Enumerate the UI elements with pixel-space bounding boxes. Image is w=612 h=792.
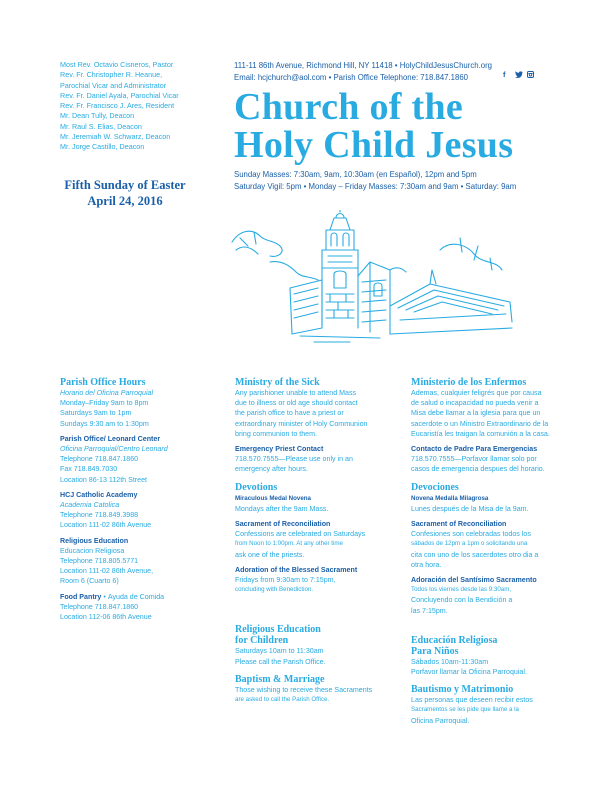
clergy-item: Mr. Jorge Castillo, Deacon [60, 142, 145, 152]
sick-ministry-text: Any parishioner unable to attend Mass [235, 389, 357, 397]
religious-ed-loc: Location 111-02 86th Avenue, [60, 567, 154, 576]
sick-ministry-text: extraordinary minister of Holy Communion [235, 419, 368, 428]
academy-loc: Location 111-02 86th Avenue [60, 521, 152, 530]
food-pantry-es: Ayuda de Comida [107, 592, 165, 601]
reconciliation-text: from Noon to 1:00pm. At any other time [235, 540, 343, 548]
church-illustration [230, 210, 520, 360]
english-ministries-column [235, 377, 395, 705]
religious-ed-room: Room 6 (Cuarto 6) [60, 577, 119, 586]
church-contact: Email: hcjchurch@aol.com • Parish Office Telephone: 718.847.1860 [234, 72, 469, 82]
leonard-center-es: Oficina Parroquial/Centro Leonard [60, 445, 168, 454]
adoration-text: concluding with Benediction. [235, 586, 314, 594]
office-info-column [60, 377, 215, 622]
academy-title: HCJ Catholic Academy [60, 490, 138, 499]
reconciliation-text: Confessions are celebrated on Saturdays [235, 530, 366, 539]
adoration-title-es: Adoración del Santísimo Sacramento [411, 576, 537, 585]
devotions-heading: Devotions [235, 481, 278, 493]
religious-ed-heading-line: Educación Religiosa [411, 634, 498, 646]
office-hours-heading: Parish Office Hours [60, 377, 146, 388]
clergy-item: Rev. Fr. Christopher R. Heanue, [60, 70, 163, 80]
facebook-icon[interactable]: f [503, 70, 506, 79]
clergy-item: Mr. Jeremiah W. Schwarz, Deacon [60, 132, 171, 142]
sunday-masses: Sunday Masses: 7:30am, 9am, 10:30am (en Español), 12pm and 5pm [234, 170, 477, 179]
leonard-center-loc: Location 86-13 112th Street [60, 475, 148, 484]
religious-ed-text: Please call the Parish Office. [235, 657, 326, 666]
medal-novena-title: Miraculous Medal Novena [235, 494, 311, 502]
religious-ed-text-es: Porfavor llamar la Oficina Parroquial. [411, 668, 527, 677]
religious-ed-text-es: Sábados 10am-11:30am [411, 657, 489, 666]
emergency-title: Emergency Priest Contact [235, 445, 324, 454]
mass-schedule [234, 169, 604, 192]
bullet-separator: • [103, 592, 106, 601]
reconciliation-text-es: otra hora. [411, 560, 442, 569]
sick-ministry-text: due to illness or old age should contact [235, 399, 358, 408]
reconciliation-text-es: sábados de 12pm a 1pm o solicitando una [411, 540, 528, 548]
emergency-text: 718.570.7555—Please use only in an [235, 455, 353, 464]
emergency-text: emergency after hours. [235, 465, 308, 474]
baptism-marriage-text: Those wishing to receive these Sacraments [235, 685, 373, 694]
baptism-marriage-heading: Baptism & Marriage [235, 673, 325, 685]
religious-ed-heading-line: for Children [235, 635, 289, 647]
twitter-icon[interactable] [515, 71, 522, 79]
devotions-heading-es: Devociones [411, 481, 459, 493]
social-icons [503, 71, 534, 79]
masthead [234, 60, 594, 164]
reconciliation-title: Sacrament of Reconciliation [235, 520, 331, 529]
office-hours-es: Horario del Oficina Parroquial [60, 389, 154, 397]
adoration-text-es: las 7:15pm. [411, 606, 448, 615]
church-address: 111-11 86th Avenue, Richmond Hill, NY 11418 • HolyChildJesusChurch.org [234, 61, 493, 70]
food-pantry-title [60, 592, 215, 602]
medal-novena-text: Mondays after the 9am Mass. [235, 504, 329, 513]
weekday-masses: Saturday Vigil: 5pm • Monday – Friday Masses: 7:30am and 9am • Saturday: 9am [234, 181, 517, 191]
clergy-item: Rev. Fr. Francisco J. Ares, Resident [60, 101, 175, 111]
reconciliation-text-es: cita con uno de los sacerdotes otro dia a [411, 550, 539, 559]
church-name [234, 88, 594, 164]
clergy-item: Mr. Raul S. Elias, Deacon [60, 121, 142, 131]
medal-novena-title-es: Novena Medalla Milagrosa [411, 494, 489, 502]
food-pantry-tel: Telephone 718.847.1860 [60, 602, 139, 611]
sick-ministry-text-es: de salud o incapacidad no pueda venir a [411, 399, 539, 408]
bulletin-date: April 24, 2016 [87, 194, 163, 208]
academy-es: Academia Catolica [60, 501, 120, 510]
reconciliation-text: ask one of the priests. [235, 550, 305, 559]
emergency-text-es: 718.570.7555—Porfavor llamar solo por [411, 455, 537, 464]
sick-ministry-heading: Ministry of the Sick [235, 377, 320, 388]
adoration-text: Fridays from 9:30am to 7:15pm, [235, 576, 336, 585]
office-hours-saturday: Saturdays 9am to 1pm [60, 409, 132, 418]
baptism-marriage-text-es: Las personas que deseen recibir estos [411, 696, 533, 705]
sick-ministry-text: bring communion to them. [235, 429, 318, 438]
food-pantry-loc: Location 112-06 86th Avenue [60, 613, 152, 622]
sick-ministry-text: the parish office to have a priest or [235, 409, 344, 418]
reconciliation-title-es: Sacrament of Reconciliation [411, 520, 507, 529]
religious-ed-title: Religious Education [60, 536, 129, 545]
religious-ed-tel: Telephone 718.805.5771 [60, 557, 139, 566]
emergency-title-es: Contacto de Padre Para Emergencias [411, 445, 538, 454]
religious-ed-heading [235, 624, 395, 646]
clergy-list [60, 60, 210, 153]
clergy-item: Most Rev. Octavio Cisneros, Pastor [60, 60, 174, 69]
sick-ministry-heading-es: Ministerio de los Enfermos [411, 377, 527, 388]
baptism-marriage-text: are asked to call the Parish Office. [235, 696, 330, 704]
office-hours-weekday: Monday–Friday 9am to 8pm [60, 399, 149, 408]
baptism-marriage-heading-es: Bautismo y Matrimonio [411, 684, 514, 696]
baptism-marriage-text-es: Sacramentos se les pide que llame a la [411, 706, 519, 714]
religious-ed-heading-es [411, 635, 571, 657]
church-name-line2: Holy Child Jesus [234, 124, 514, 166]
liturgical-date [30, 177, 220, 209]
office-hours-sunday: Sundays 9:30 am to 1:30pm [60, 419, 149, 428]
religious-ed-heading-line: Para Niños [411, 645, 459, 657]
leonard-center-tel: Telephone 718.847.1860 [60, 455, 139, 464]
food-pantry-label: Food Pantry [60, 592, 102, 601]
clergy-item: Parochial Vicar and Administrator [60, 80, 167, 90]
academy-tel: Telephone 718.849.3988 [60, 511, 139, 520]
medal-novena-text-es: Lunes después de la Misa de la 9am. [411, 504, 529, 513]
sick-ministry-text-es: Misa debe llamar a la iglesia para que un [411, 409, 541, 418]
clergy-item: Rev. Fr. Daniel Ayala, Parochial Vicar [60, 90, 179, 100]
adoration-title: Adoration of the Blessed Sacrament [235, 565, 358, 574]
reconciliation-text-es: Confesiones son celebradas todos los [411, 530, 531, 539]
religious-ed-es: Educacion Religiosa [60, 546, 125, 555]
leonard-center-title: Parish Office/ Leonard Center [60, 434, 161, 443]
spanish-ministries-column [411, 377, 571, 726]
adoration-text-es: Todos los viernes desde las 9:30am, [411, 586, 512, 594]
instagram-icon[interactable] [527, 71, 534, 79]
clergy-item: Mr. Dean Tully, Deacon [60, 111, 135, 121]
religious-ed-heading-line: Religious Education [235, 624, 321, 636]
liturgical-day: Fifth Sunday of Easter [64, 178, 186, 192]
baptism-marriage-text-es: Oficina Parroquial. [411, 716, 470, 725]
religious-ed-text: Saturdays 10am to 11:30am [235, 647, 324, 656]
sick-ministry-text-es: Eucaristía les traigan la comunión a la casa. [411, 429, 550, 438]
sick-ministry-text-es: Ademas, cualquier feligrés que por causa [411, 389, 542, 397]
sick-ministry-text-es: sacerdote o un Ministro Extraordinario de la [411, 419, 549, 428]
adoration-text-es: Concluyendo con la Bendición a [411, 596, 513, 605]
emergency-text-es: casos de emergencia despues del horario. [411, 465, 545, 474]
leonard-center-fax: Fax 718.849.7030 [60, 465, 118, 474]
church-name-line1: Church of the [234, 86, 464, 128]
